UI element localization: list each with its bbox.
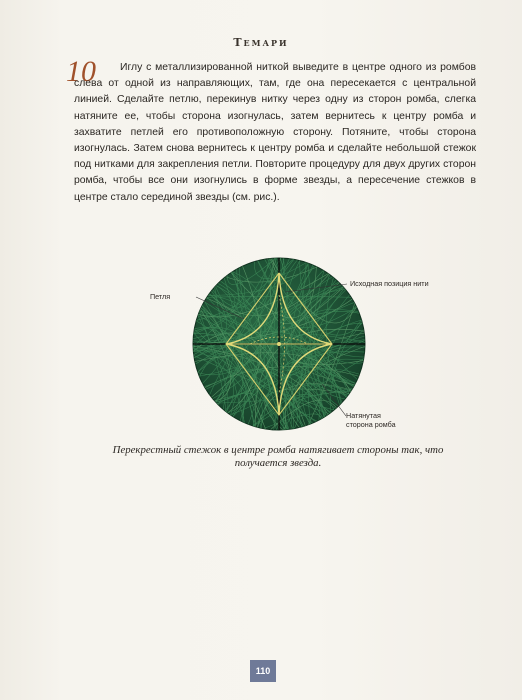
step-paragraph: Иглу с металлизированной ниткой выведите в центре одного из ромбов слева от одной из направляющих, там, где она пересекается с центральной линией. Сделайте петлю, перекинув нитку через одну из сторон ромба, слегка натяните ее, чтобы сторона изогнулась, затем вернитесь к центру ромба и захватите петлей его противоположную сторону. Потяните, чтобы сторона изогнулась. Затем снова вернитесь к центру ромба и сделайте небольшой стежок под нитками для закрепления петли. Повторите процедуру для двух других сторон ромба, чтобы все они изогнулись в форме звезды, а пересечение стежков в центре стало серединой звезды (см. рис.). — [74, 62, 476, 203]
page-number: 110 — [250, 660, 276, 682]
label-stretched-side — [346, 411, 396, 429]
label-stretched-line2: сторона ромба — [346, 420, 396, 429]
temari-ball-illustration — [190, 255, 368, 433]
center-stitch — [277, 342, 281, 346]
label-stretched-line1: Натянутая — [346, 411, 381, 420]
label-initial-thread: Исходная позиция нити — [350, 279, 429, 288]
figure-caption: Перекрестный стежок в центре ромба натягивает стороны так, что получается звезда. — [112, 444, 444, 469]
label-loop: Петля — [150, 292, 171, 301]
running-header: Темари — [233, 36, 289, 49]
step-number: 10 — [66, 55, 96, 88]
